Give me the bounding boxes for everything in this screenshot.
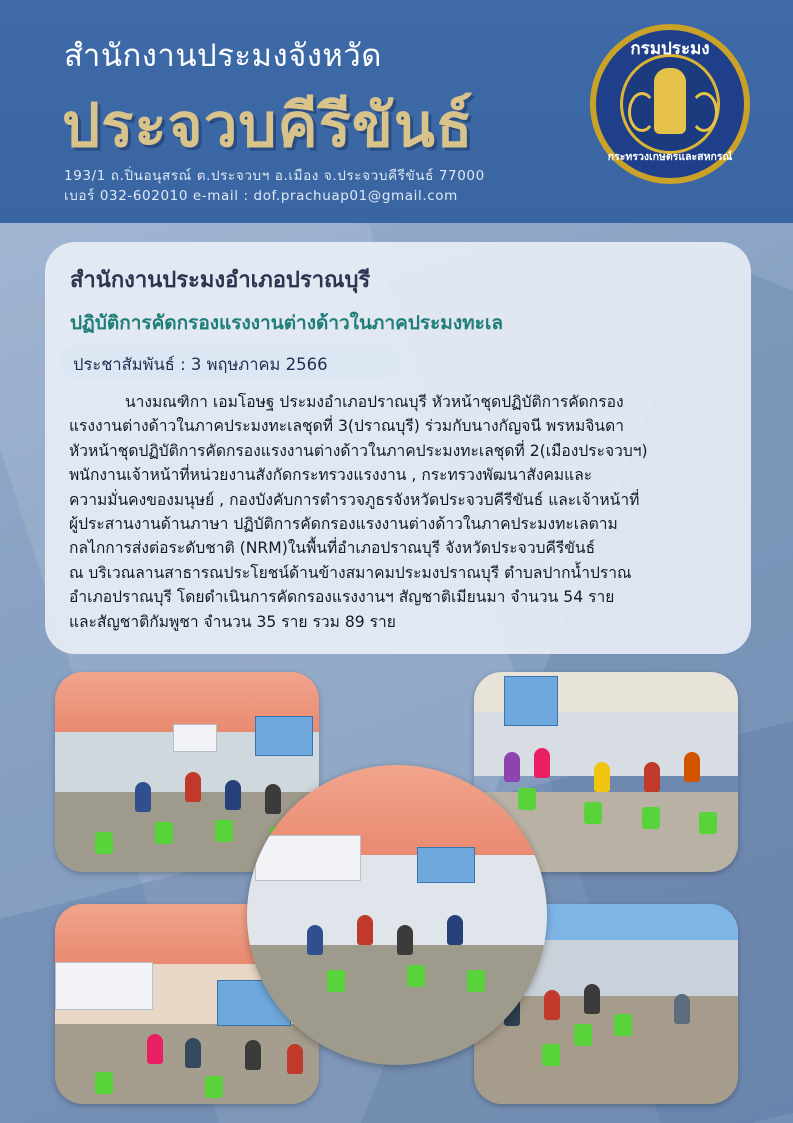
photo-chair: [467, 970, 485, 992]
body-line: พนักงานเจ้าหน้าที่หน่วยงานสังกัดกระทรวงแรงงาน , กระทรวงพัฒนาสังคมและ: [69, 466, 593, 485]
photo-banner: [255, 716, 313, 756]
pr-date-badge: [59, 345, 403, 379]
pr-date-text: ประชาสัมพันธ์ : 3 พฤษภาคม 2566: [73, 355, 328, 374]
center-photo-scene: [247, 765, 547, 1065]
photo-chair: [205, 1076, 223, 1098]
photo-chair: [327, 970, 345, 992]
photo-person: [674, 994, 690, 1024]
header-banner: [0, 0, 793, 223]
photo-floor: [247, 945, 547, 1065]
operation-title: ปฏิบัติการคัดกรองแรงงานต่างด้าวในภาคประมงทะเล: [70, 312, 503, 334]
photo-chair: [95, 832, 113, 854]
body-line: ผู้ประสานงานด้านภาษา ปฏิบัติการคัดกรองแรงงานต่างด้าวในภาคประมงทะเลตาม: [69, 515, 618, 534]
district-office-title: สำนักงานประมงอำเภอปราณบุรี: [70, 268, 371, 293]
photo-person: [185, 772, 201, 802]
photo-chair: [614, 1014, 632, 1036]
photo-person: [225, 780, 241, 810]
photo-chair: [642, 807, 660, 829]
photo-chair: [407, 965, 425, 987]
photo-chair: [95, 1072, 113, 1094]
photo-chair: [699, 812, 717, 834]
body-line: ณ บริเวณลานสาธารณประโยชน์ด้านข้างสมาคมประมงปราณบุรี ตำบลปากน้ำปราณ: [69, 563, 632, 582]
photo-person: [584, 984, 600, 1014]
photo-banner: [504, 676, 558, 726]
seal-top-text: กรมประมง: [630, 39, 710, 59]
event-photo-center-circle: [247, 765, 547, 1065]
seal-fish-left-icon: [628, 92, 656, 132]
body-line: อำเภอปราณบุรี โดยดำเนินการคัดกรองแรงงานฯ สัญชาติเมียนมา จำนวน 54 ราย: [69, 588, 615, 607]
article-card: [45, 242, 751, 654]
seal-bottom-text: กระทรวงเกษตรและสหกรณ์: [607, 151, 733, 163]
body-line: ความมั่นคงของมนุษย์ , กองบังคับการตำรวจภูธรจังหวัดประจวบคีรีขันธ์ และเจ้าหน้าที่: [69, 490, 640, 509]
photo-chair: [574, 1024, 592, 1046]
body-line: นางมณฑิกา เอมโอษฐ ประมงอำเภอปราณบุรี หัวหน้าชุดปฏิบัติการคัดกรอง: [125, 393, 624, 411]
province-name: ประจวบคีรีขันธ์: [62, 91, 474, 161]
photo-person: [684, 752, 700, 782]
body-line: และสัญชาติกัมพูชา จำนวน 35 ราย รวม 89 ราย: [69, 612, 396, 631]
seal-fish-right-icon: [690, 92, 718, 132]
body-line: หัวหน้าชุดปฏิบัติการคัดกรองแรงงานต่างด้าวในภาคประมงทะเลชุดที่ 2(เมืองประจวบฯ): [69, 441, 648, 460]
photo-person: [147, 1034, 163, 1064]
photo-person: [644, 762, 660, 792]
office-contact: เบอร์ 032-602010 e-mail : dof.prachuap01@gmail.com: [64, 188, 458, 204]
photo-person: [357, 915, 373, 945]
photo-person: [447, 915, 463, 945]
photo-person: [307, 925, 323, 955]
photo-person: [185, 1038, 201, 1068]
seal-deity-icon: [654, 68, 686, 134]
body-line: แรงงานต่างด้าวในภาคประมงทะเลชุดที่ 3(ปราณบุรี) ร่วมกับนางกัญจนี พรหมจินดา: [69, 417, 624, 436]
photo-chair: [584, 802, 602, 824]
photo-banner: [417, 847, 475, 883]
office-name: สำนักงานประมงจังหวัด: [64, 38, 382, 74]
photo-chair: [155, 822, 173, 844]
photo-person: [135, 782, 151, 812]
photo-chair: [215, 820, 233, 842]
photo-banner: [55, 962, 153, 1010]
photo-banner: [173, 724, 217, 752]
department-of-fisheries-seal: [590, 24, 750, 184]
article-body: [69, 390, 739, 634]
photo-person: [594, 762, 610, 792]
body-line: กลไกการส่งต่อระดับชาติ (NRM)ในพื้นที่อำเภอปราณบุรี จังหวัดประจวบคีรีขันธ์: [69, 539, 596, 558]
office-address: 193/1 ถ.ปิ่นอนุสรณ์ ต.ประจวบฯ อ.เมือง จ.ประจวบคีรีขันธ์ 77000: [64, 168, 485, 184]
photo-banner: [255, 835, 361, 881]
photo-person: [397, 925, 413, 955]
